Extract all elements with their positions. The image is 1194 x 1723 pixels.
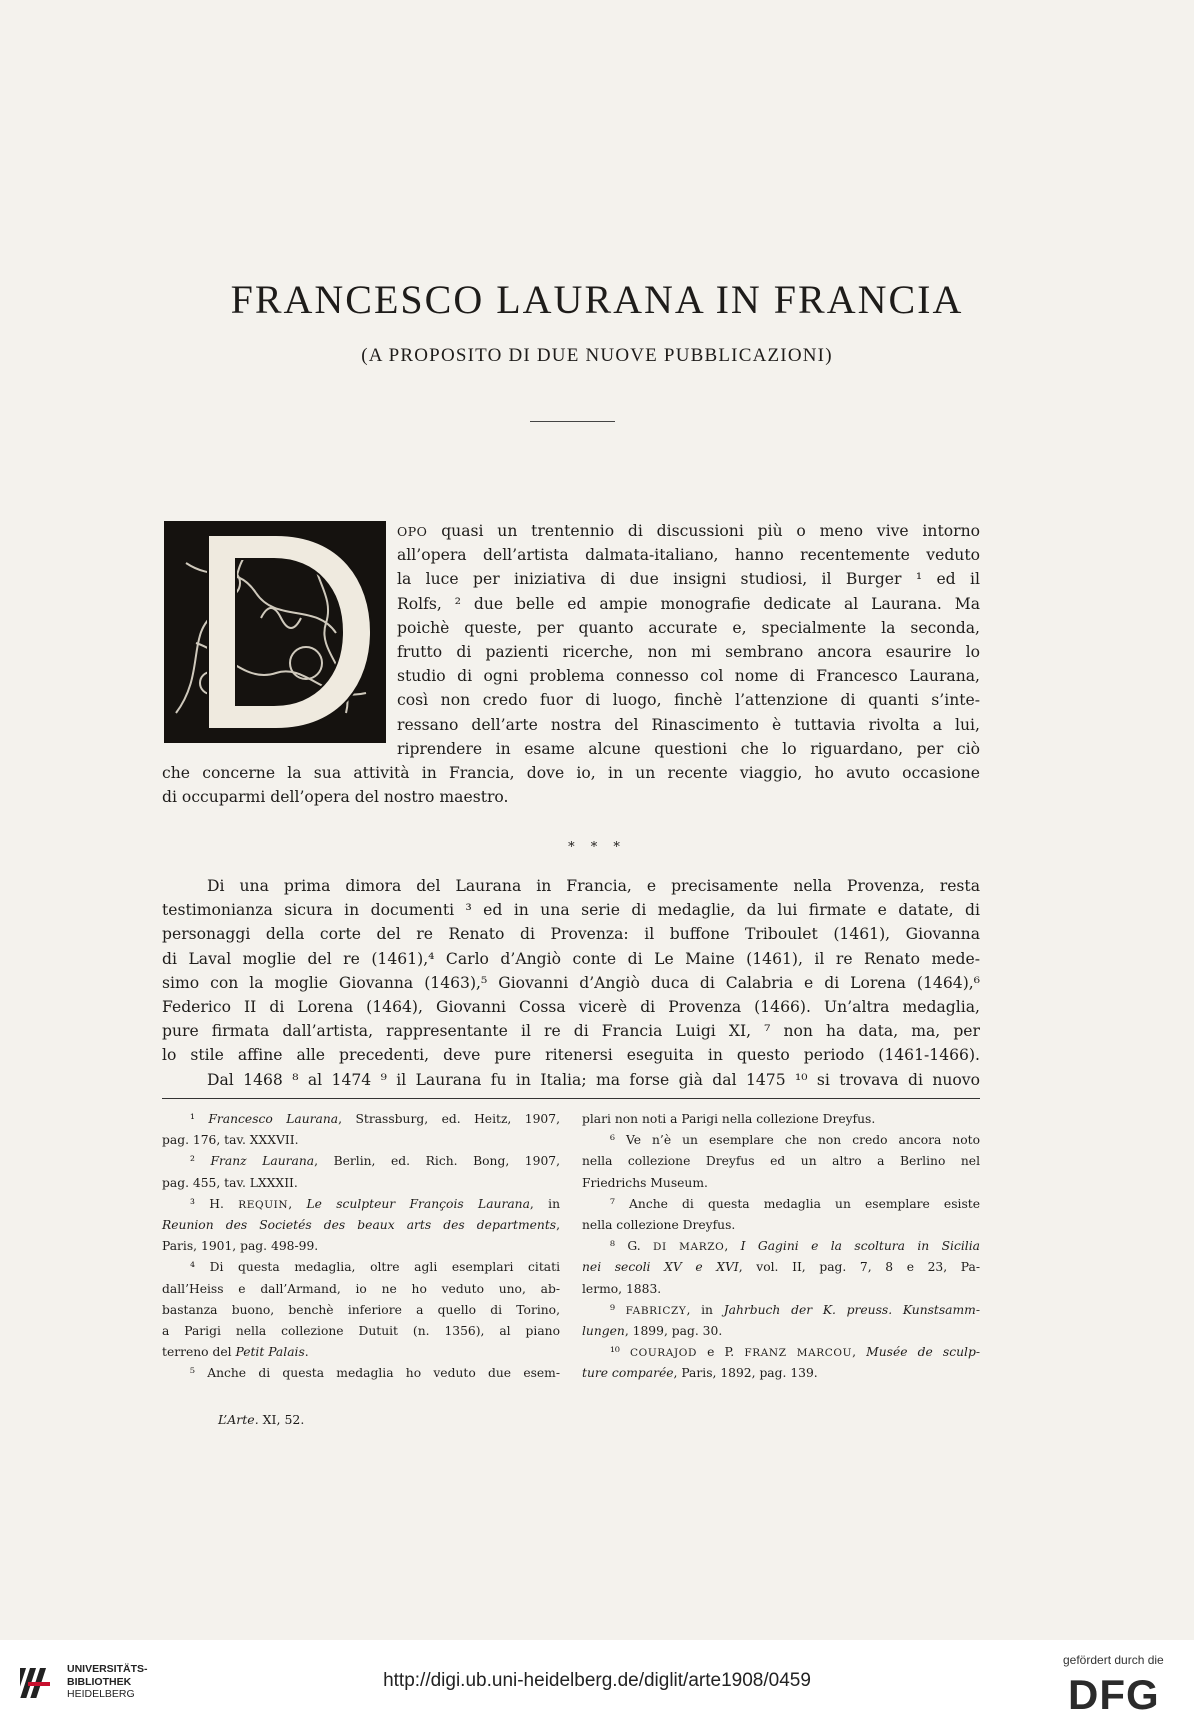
text-line: pure firmata dall’artista, rappresentante il re di Francia Luigi XI, ⁷ non ha data, ma, per [162, 1022, 980, 1041]
footnote-line [162, 1279, 560, 1300]
paragraph-two [162, 874, 980, 1092]
footnote-segment: a Parigi nella collezione Dutuit (n. 1356), al piano [162, 1323, 560, 1338]
text-line: ressano dell’arte nostra del Rinascimento è tuttavia rivolta a lui, [397, 715, 980, 734]
text-line: riprendere in esame alcune questioni che lo riguardano, per ciò [397, 739, 980, 758]
text-line: così non credo fuor di luogo, finchè l’attenzione di quanti s’inte- [397, 691, 980, 710]
footnote-segment: ⁸ G. [610, 1239, 653, 1254]
footnote-line [162, 1173, 560, 1194]
section-separator: * * * [568, 840, 626, 855]
dfg-logo: DFG [1068, 1671, 1160, 1718]
source-url-link[interactable]: http://digi.ub.uni-heidelberg.de/diglit/arte1908/0459 [383, 1670, 811, 1691]
footnote-segment: FABRICZY [625, 1304, 687, 1317]
footnotes-left-column [162, 1109, 560, 1384]
footnote-segment: ture comparée [582, 1366, 674, 1381]
intro-paragraph [397, 519, 980, 761]
title-divider [530, 421, 615, 422]
footnote-segment: Musée de sculp- [866, 1345, 980, 1360]
footnote-segment: terreno del [162, 1345, 236, 1360]
footnote-segment: Le sculpteur François Laurana [306, 1196, 530, 1211]
footnote-line [582, 1300, 980, 1321]
footnote-segment: bastanza buono, benchè inferiore a quello di Torino, [162, 1302, 560, 1317]
text-line: Federico II di Lorena (1464), Giovanni Cossa vicerè di Provenza (1466). Un’altra medaglia, [162, 997, 980, 1016]
footnote-segment: REQUIN [238, 1198, 289, 1211]
footnote-line [162, 1215, 560, 1236]
footnote-segment: nella collezione Dreyfus ed un altro a Berlino nel [582, 1154, 980, 1169]
footnote-segment: pag. 455, tav. LXXXII. [162, 1175, 298, 1190]
footnote-segment: Reunion des Societés des beaux arts des departments [162, 1217, 557, 1232]
footnote-segment: FRANZ MARCOU [744, 1347, 853, 1360]
footnote-segment: ⁹ [610, 1302, 626, 1317]
text-line: lo stile affine alle precedenti, deve pure ritenersi eseguita in questo periodo (1461-1466). [162, 1046, 980, 1065]
footnote-line [582, 1321, 980, 1342]
footnote-line [162, 1363, 560, 1384]
footnote-segment: Francesco Laurana [208, 1112, 339, 1126]
footnote-segment: , Berlin, ed. Rich. Bong, 1907, [314, 1154, 561, 1169]
footnote-segment: dall’Heiss e dall’Armand, io ne ho veduto uno, ab- [162, 1281, 560, 1296]
text-line: studio di ogni problema connesso col nome di Francesco Laurana, [397, 667, 980, 686]
footnote-segment: lungen [582, 1323, 625, 1338]
footnote-segment: , in [529, 1196, 560, 1211]
footnote-line [582, 1215, 980, 1236]
footnote-segment: COURAJOD [629, 1347, 697, 1360]
footnote-segment: ² [190, 1154, 211, 1169]
footnote-line [162, 1321, 560, 1342]
footnote-segment: , Strassburg, ed. Heitz, 1907, [338, 1112, 560, 1126]
decorative-initial-d-icon [164, 521, 386, 743]
footnote-line [582, 1279, 980, 1300]
footnote-line [582, 1194, 980, 1215]
footnote-segment: Jahrbuch der K. preuss. Kunstsamm- [723, 1302, 980, 1317]
text-line: che concerne la sua attività in Francia, dove io, in un recente viaggio, ho avuto occasione [162, 764, 980, 782]
footnote-line [162, 1300, 560, 1321]
footnote-line [582, 1342, 980, 1363]
footnote-segment: nei secoli XV e XVI [582, 1260, 739, 1275]
footnote-segment: , 1899, pag. 30. [624, 1323, 723, 1338]
footnote-segment: I Gagini e la scoltura in Sicilia [740, 1239, 980, 1254]
footnote-segment: Franz Laurana [210, 1154, 315, 1169]
footnote-line [582, 1151, 980, 1172]
footnote-segment: nella collezione Dreyfus. [582, 1217, 736, 1232]
footnote-line [582, 1257, 980, 1278]
footnote-line [162, 1236, 560, 1257]
footnote-segment: , [288, 1196, 307, 1211]
journal-signature: L’Arte. XI, 52. [218, 1412, 305, 1427]
footnote-line [162, 1109, 560, 1130]
footnote-segment: . [304, 1345, 309, 1360]
text-line: la luce per iniziativa di due insigni studiosi, il Burger ¹ ed il [397, 570, 980, 589]
article-subtitle: (A PROPOSITO DI DUE NUOVE PUBBLICAZIONI) [361, 345, 833, 366]
footnote-segment: ⁵ Anche di questa medaglia ho veduto due esem- [190, 1366, 560, 1381]
footnote-line [582, 1130, 980, 1151]
footnote-segment: plari non noti a Parigi nella collezione Dreyfus. [582, 1112, 876, 1126]
text-line: simo con la moglie Giovanna (1463),⁵ Giovanni d’Angiò duca di Calabria e di Lorena (1464),⁶ [162, 973, 980, 992]
footnote-segment: , [556, 1217, 560, 1232]
text-line: Dal 1468 ⁸ al 1474 ⁹ il Laurana fu in Italia; ma forse già dal 1475 ¹⁰ si trovava di nuovo [207, 1070, 980, 1089]
footnote-segment: , in [686, 1302, 724, 1317]
footnote-line [162, 1257, 560, 1278]
digitization-footer [0, 1640, 1194, 1723]
text-line: all’opera dell’artista dalmata-italiano, hanno recentemente veduto [397, 546, 980, 565]
footnote-line [582, 1109, 980, 1130]
text-line: Di una prima dimora del Laurana in Francia, e precisamente nella Provenza, resta [207, 877, 980, 895]
footnote-segment: ⁴ Di questa medaglia, oltre agli esemplari citati [190, 1260, 560, 1275]
footnote-segment: , Paris, 1892, pag. 139. [673, 1366, 818, 1381]
footnote-segment: ¹⁰ [610, 1345, 630, 1360]
text-line: OPO quasi un trentennio di discussioni più o meno vive intorno [397, 522, 980, 540]
footnote-segment: ³ H. [190, 1196, 239, 1211]
footnote-segment: Friedrichs Museum. [582, 1175, 708, 1190]
footnote-line [582, 1173, 980, 1194]
text-line: personaggi della corte del re Renato di Provenza: il buffone Triboulet (1461), Giovanna [162, 925, 980, 944]
library-name: UNIVERSITÄTS- BIBLIOTHEK HEIDELBERG [67, 1663, 148, 1700]
footnote-segment: e P. [697, 1345, 745, 1360]
footnote-segment: Petit Palais [235, 1345, 305, 1360]
footnote-line [162, 1194, 560, 1215]
intro-continuation [162, 761, 980, 809]
text-line: di occuparmi dell’opera del nostro maestro. [162, 788, 509, 807]
footnote-segment: ⁷ Anche di questa medaglia un esemplare esiste [610, 1196, 980, 1211]
text-line: Rolfs, ² due belle ed ampie monografie dedicate al Laurana. Ma [397, 594, 980, 613]
initial-smallcaps: OPO [397, 524, 428, 539]
footnote-line [582, 1363, 980, 1384]
footnote-line [162, 1342, 560, 1363]
footnote-segment: pag. 176, tav. XXXVII. [162, 1133, 299, 1148]
footnotes-right-column [582, 1109, 980, 1384]
footnote-line [162, 1151, 560, 1172]
text-line: poichè queste, per quanto accurate e, specialmente la seconda, [397, 618, 980, 637]
footnote-segment: , vol. II, pag. 7, 8 e 23, Pa- [738, 1260, 980, 1275]
footnote-divider [162, 1098, 980, 1099]
footnote-segment: ¹ [190, 1112, 209, 1126]
footnote-segment: , [852, 1345, 867, 1360]
footnote-segment: lermo, 1883. [582, 1281, 662, 1296]
sponsor-caption: gefördert durch die [1063, 1653, 1164, 1667]
footnote-segment: DI MARZO [653, 1241, 725, 1254]
text-line: frutto di pazienti ricerche, non mi sembrano ancora esaurire lo [397, 642, 980, 661]
text-line: testimonianza sicura in documenti ³ ed in una serie di medaglie, da lui firmate e datate, di [162, 901, 980, 920]
footnote-line [582, 1236, 980, 1257]
footnote-line [162, 1130, 560, 1151]
article-title: FRANCESCO LAURANA IN FRANCIA [230, 277, 964, 322]
footnote-segment: , [724, 1239, 741, 1254]
text-line: di Laval moglie del re (1461),⁴ Carlo d’Angiò conte di Le Maine (1461), il re Renato mede- [162, 949, 980, 968]
footnote-segment: Paris, 1901, pag. 498-99. [162, 1239, 319, 1254]
footnote-segment: ⁶ Ve n’è un esemplare che non credo ancora noto [610, 1133, 980, 1148]
